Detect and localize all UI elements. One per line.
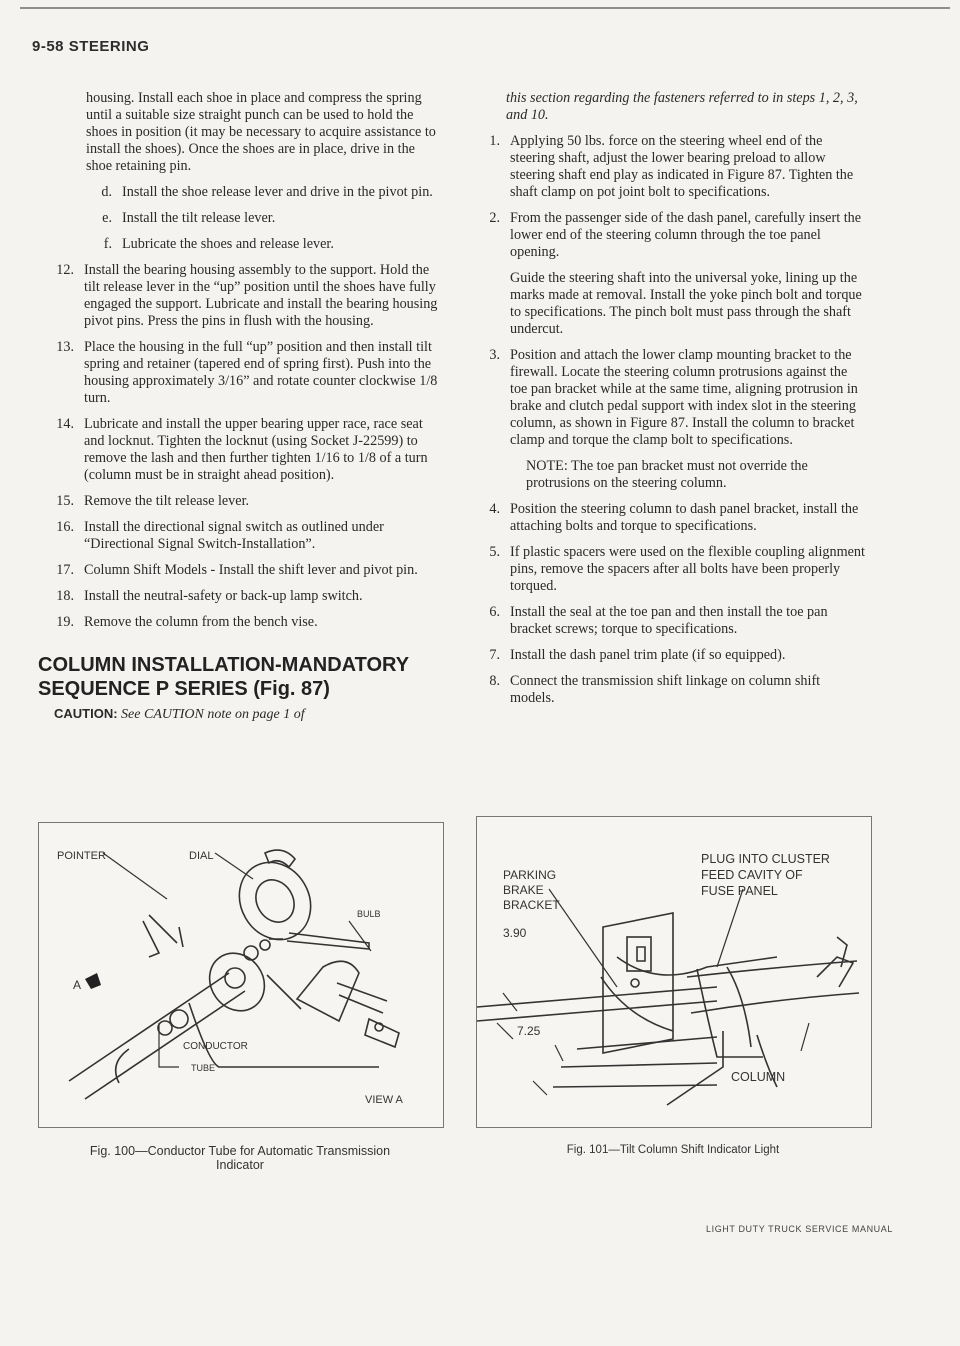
substep-text: Lubricate the shoes and release lever. [122,236,334,252]
label-parking: PARKING [503,868,557,882]
step-text: Position the steering column to dash panel bracket, install the attaching bolts and torque to specifications. [510,501,859,534]
step-number: 12. [56,262,74,278]
figure-100 [38,822,444,1128]
step-number: 18. [56,588,74,604]
step-number: 13. [56,339,74,355]
step-text: Position and attach the lower clamp mounting bracket to the firewall. Locate the steering column protrusions against the toe pan bracket while at the same time, aligning protrusion in brake and clutch pedal support with index slot in the steering column, as shown in Figure 87. Install the column to bracket clamp and torque the clamp bolt to specifications. [510,347,858,448]
step-text: Remove the column from the bench vise. [84,614,318,630]
step-17 [50,562,438,579]
step-text: If plastic spacers were used on the flexible coupling alignment pins, remove the spacers after all bolts have been properly torqued. [510,544,865,594]
substep-f [50,236,438,253]
step-number: 17. [56,562,74,578]
label-bulb: BULB [357,909,381,919]
caution-label: CAUTION: [54,706,118,721]
left-column [38,90,438,723]
step-number: 7. [489,647,500,663]
substep-label: d. [101,184,112,200]
right-column [476,90,868,716]
step-6 [476,604,868,638]
label-tube: TUBE [191,1063,216,1073]
label-plug-line-3: FUSE PANEL [701,884,778,898]
step-7 [476,647,868,664]
label-dim-3-90: 3.90 [503,926,527,940]
step-text: Guide the steering shaft into the universal yoke, lining up the marks made at removal. Install the yoke pinch bolt and torque to specifications. The pinch bolt must pass through the shaft undercut. [510,270,862,337]
step-text: Install the directional signal switch as outlined under “Directional Signal Switch-Installation”. [84,519,384,552]
step-number: 19. [56,614,74,630]
substep-d [50,184,438,201]
continuation-text: this section regarding the fasteners referred to in steps 1, 2, 3, and 10. [506,90,858,123]
step-text: Place the housing in the full “up” position and then install tilt spring and retainer (tapered end of spring first). Push into the housing approximately 3/16” and rotate counter clockwise 1/8 turn. [84,339,438,406]
step-5 [476,544,868,595]
step-text: Install the neutral-safety or back-up lamp switch. [84,588,363,604]
intro-paragraph: housing. Install each shoe in place and compress the spring until a suitable size straight punch can be used to hold the shoes in position (it may be necessary to acquire assistance to install the shoes). Once the shoes are in place, drive in the shoe retaining pin. [86,90,436,174]
step-text: Install the seal at the toe pan and then install the toe pan bracket screws; torque to specifications. [510,604,828,637]
step-number: 6. [489,604,500,620]
step-13 [50,339,438,407]
page-header: 9-58 STEERING [32,38,150,55]
step-8 [476,673,868,707]
caption-line-2: Indicator [216,1158,264,1172]
step-number: 1. [489,133,500,149]
step-text: Install the dash panel trim plate (if so equipped). [510,647,786,663]
label-a: A [73,978,82,992]
step-18 [50,588,438,605]
step-number: 4. [489,501,500,517]
step-15 [50,493,438,510]
step-text: Lubricate and install the upper bearing upper race, race seat and locknut. Tighten the locknut (using Socket J-22599) to remove the lash and then further tighten 1/16 to 1/8 of a turn (column must be in straight ahead position). [84,416,428,483]
step-text: Remove the tilt release lever. [84,493,250,509]
label-pointer: POINTER [57,850,106,862]
top-rule [20,7,950,9]
substep-e [50,210,438,227]
substep-label: e. [102,210,112,226]
step-text: Applying 50 lbs. force on the steering wheel end of the steering shaft, adjust the lower bearing preload to allow steering shaft end play as indicated in Figure 87. Tighten the shaft clamp on pot joint bolt to specifications. [510,133,854,200]
label-dial: DIAL [189,850,214,862]
conductor-tube-illustration [39,823,443,1127]
label-bracket: BRACKET [503,898,560,912]
step-2 [476,210,868,261]
step-2-continued [476,270,868,338]
label-conductor: CONDUCTOR [183,1041,248,1052]
substep-text: Install the tilt release lever. [122,210,276,226]
substep-text: Install the shoe release lever and drive in the pivot pin. [122,184,433,200]
caution-text: See CAUTION note on page 1 of [121,707,305,722]
step-14 [50,416,438,484]
step-text: Install the bearing housing assembly to the support. Hold the tilt release lever in the “up” position until the shoes have fully engaged the support. Lubricate and install the bearing housing pivot pins. Press the pins in flush with the housing. [84,262,438,329]
label-brake: BRAKE [503,883,544,897]
figure-101 [476,816,872,1128]
step-number: 2. [489,210,500,226]
step-3 [476,347,868,449]
step-1 [476,133,868,201]
figure-101-caption: Fig. 101—Tilt Column Shift Indicator Light [566,1144,780,1156]
label-plug-line-1: PLUG INTO CLUSTER [701,852,830,866]
note-text: NOTE: The toe pan bracket must not override the protrusions on the steering column. [526,458,808,491]
footer-text: LIGHT DUTY TRUCK SERVICE MANUAL [706,1224,893,1234]
label-view-a: VIEW A [365,1094,403,1106]
step-19 [50,614,438,631]
substep-label: f. [103,236,112,252]
step-number: 8. [489,673,500,689]
label-plug-line-2: FEED CAVITY OF [701,868,803,882]
step-text: From the passenger side of the dash panel, carefully insert the lower end of the steering column through the toe panel opening. [510,210,862,260]
step-number: 14. [56,416,74,432]
step-text: Connect the transmission shift linkage on column shift models. [510,673,821,706]
caption-line-1: Fig. 100—Conductor Tube for Automatic Transmission [89,1144,391,1158]
step-number: 16. [56,519,74,535]
step-number: 15. [56,493,74,509]
figure-100-caption [38,1144,442,1172]
tilt-column-illustration [477,817,871,1127]
step-number: 3. [489,347,500,363]
step-text: Column Shift Models - Install the shift lever and pivot pin. [84,562,418,578]
step-16 [50,519,438,553]
view-a-arrow-icon [85,973,101,989]
step-12 [50,262,438,330]
step-number: 5. [489,544,500,560]
label-dim-7-25: 7.25 [517,1024,541,1038]
step-number [476,270,510,338]
caution-note [54,705,438,723]
label-column: COLUMN [731,1070,786,1084]
step-4 [476,501,868,535]
section-title: COLUMN INSTALLATION-MANDATORY SEQUENCE P SERIES (Fig. 87) [38,654,409,700]
